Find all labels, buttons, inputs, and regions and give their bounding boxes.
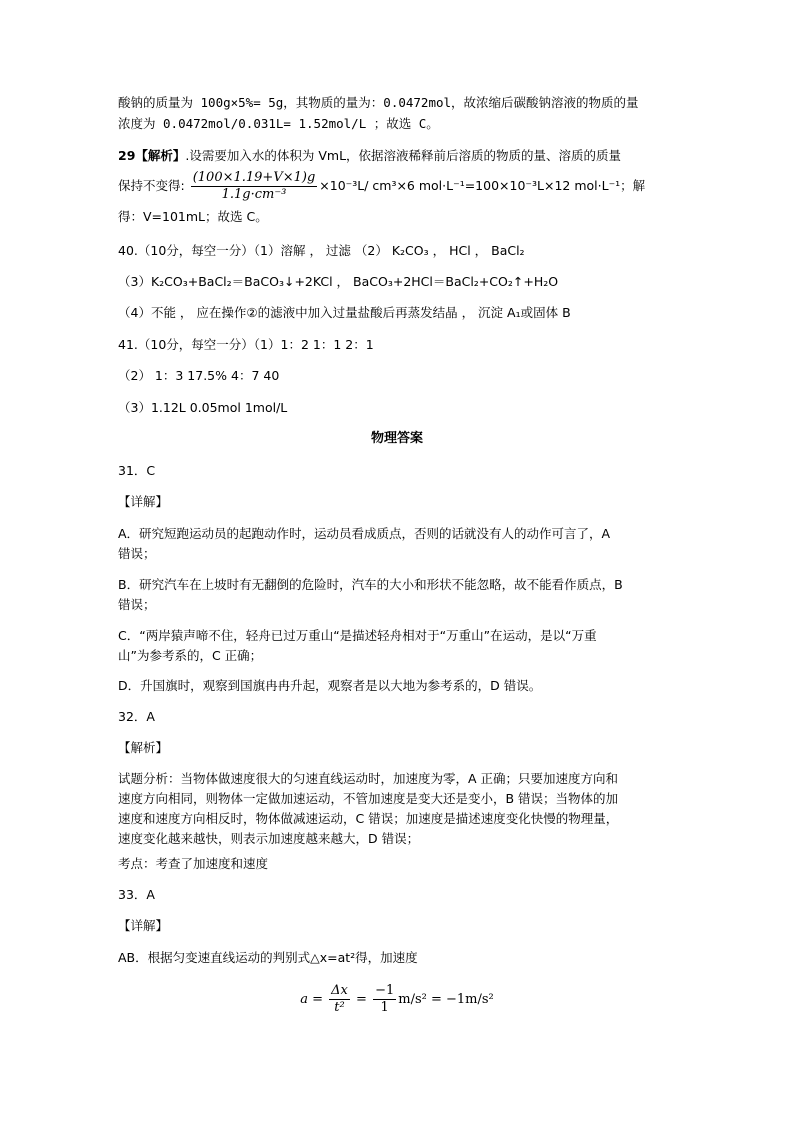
q41-line-2: （2） 1：3 17.5% 4：7 40: [118, 368, 280, 383]
q33-answer: 33．A: [118, 887, 155, 902]
q32-answer: 32．A: [118, 709, 155, 724]
text-line: 得：V=101mL；故选 C。: [118, 209, 268, 224]
q41-line-3: （3）1.12L 0.05mol 1mol/L: [118, 400, 288, 415]
q29-line: [118, 146, 680, 166]
q29-text: .设需要加入水的体积为 VmL，依据溶液稀释前后溶质的物质的量、溶质的质量: [185, 148, 622, 163]
physics-title: 物理答案: [370, 431, 423, 446]
formula-num-1: Δx: [331, 983, 348, 998]
text-line: 酸钠的质量为 100g×5%= 5g，其物质的量为：0.0472mol，故浓缩后碳酸钠溶液的物质的量: [118, 95, 639, 110]
text-line: D．升国旗时，观察到国旗冉冉升起，观察者是以大地为参考系的，D 错误。: [118, 678, 542, 693]
formula-fraction-1: [329, 983, 350, 1016]
q29-rest: ×10⁻³L/ cm³×6 mol·L⁻¹=100×10⁻³L×12 mol·L⁻¹；解: [319, 178, 646, 193]
q29-formula-line: [118, 166, 680, 206]
formula-den-1: t²: [334, 1000, 345, 1015]
analysis-heading: 【解析】: [118, 740, 169, 755]
q29-fraction: [191, 170, 318, 203]
text-line: 速度方向相同，则物体一定做加速运动，不管加速度是变大还是变小，B 错误；当物体的加: [118, 791, 619, 806]
kaodian-line: 考点：考查了加速度和速度: [118, 856, 269, 871]
text-line: AB．根据匀变速直线运动的判别式△x=at²得，加速度: [118, 950, 418, 965]
q29-keep: 保持不变得:: [118, 178, 185, 193]
text-line: B．研究汽车在上坡时有无翻倒的危险时，汽车的大小和形状不能忽略，故不能看作质点，B: [118, 577, 623, 592]
text-line: 浓度为 0.0472mol/0.031L= 1.52mol/L ；故选 C。: [118, 116, 439, 131]
q40-line-3: （3）K₂CO₃+BaCl₂＝BaCO₃↓+2KCl ， BaCO₃+2HCl＝BaCl₂+CO₂↑+H₂O: [118, 274, 559, 289]
acceleration-formula: [0, 983, 794, 1016]
text-line: A．研究短跑运动员的起跑动作时，运动员看成质点，否则的话就没有人的动作可言了，A: [118, 526, 611, 541]
q40-line-4: （4）不能 ， 应在操作②的滤液中加入过量盐酸后再蒸发结晶 ， 沉淀 A₁或固体 B: [118, 305, 571, 320]
formula-eq: =: [356, 992, 367, 1007]
detail-heading: 【详解】: [118, 918, 169, 933]
q29-numerator: (100×1.19+V×1)g: [192, 170, 316, 185]
formula-num-2: −1: [375, 983, 395, 998]
detail-heading: 【详解】: [118, 494, 169, 509]
text-line: 错误；: [118, 546, 156, 561]
text-line: 山”为参考系的，C 正确；: [118, 648, 263, 663]
formula-fraction-2: [373, 983, 396, 1016]
text-line: 试题分析：当物体做速度很大的匀速直线运动时，加速度为零，A 正确；只要加速度方向和: [118, 771, 619, 786]
q29-heading: 29【解析】: [118, 148, 186, 163]
formula-tail: m/s² = −1m/s²: [398, 992, 494, 1007]
q41-line-1: 41.（10分，每空一分）（1）1：2 1：1 2：1: [118, 337, 374, 352]
formula-a: a =: [300, 992, 324, 1007]
q31-answer: 31．C: [118, 463, 156, 478]
q29-denominator: 1.1g·cm⁻³: [221, 187, 287, 202]
text-line: 错误；: [118, 597, 156, 612]
text-line: 速度和速度方向相反时，物体做减速运动，C 错误；加速度是描述速度变化快慢的物理量，: [118, 811, 619, 826]
text-line: C．“两岸猿声啼不住，轻舟已过万重山“是描述轻舟相对于“万重山”在运动，是以“万重: [118, 628, 597, 643]
formula-den-2: 1: [380, 1000, 389, 1015]
q40-line-1: 40.（10分，每空一分）（1）溶解 ， 过滤 （2） K₂CO₃ ， HCl ， BaCl₂: [118, 243, 525, 258]
text-line: 速度变化越来越快，则表示加速度越来越大，D 错误；: [118, 831, 420, 846]
